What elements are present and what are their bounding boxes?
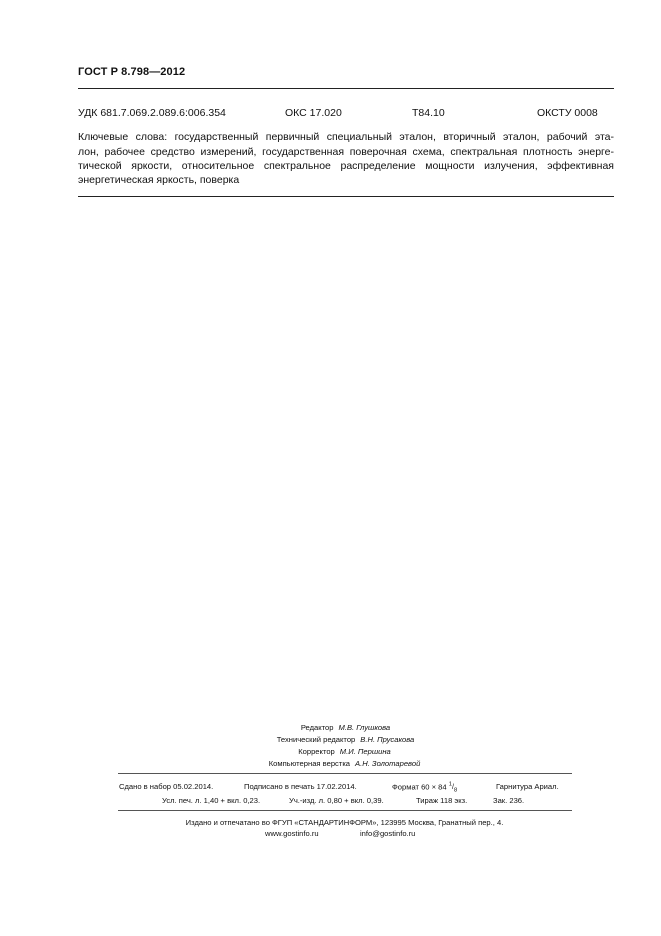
- imprint-pub-sheets: Уч.-изд. л. 0,80 + вкл. 0,39.: [289, 796, 384, 805]
- publisher-site-link[interactable]: www.gostinfo.ru: [265, 829, 319, 838]
- format-numerator: 1: [448, 782, 453, 788]
- okstu-code: ОКСТУ 0008: [537, 107, 598, 119]
- keywords-rule: [78, 196, 614, 197]
- keywords-line-2: лон, рабочее средство измерений, государственная поверочная схема, спектральная плотность энерге-: [78, 146, 614, 158]
- keywords-line-3: тической яркости, относительное спектральное распределение мощности излучения, эффективная: [78, 160, 614, 172]
- credit-corrector-label: Корректор: [298, 747, 335, 756]
- credit-editor-name: М.В. Глушкова: [338, 723, 391, 732]
- header-rule: [78, 88, 614, 89]
- credit-corrector-name: М.И. Першина: [339, 747, 391, 756]
- imprint-typeface: Гарнитура Ариал.: [496, 782, 559, 791]
- imprint-signed: Подписано в печать 17.02.2014.: [244, 782, 357, 791]
- credit-editor: [15, 723, 661, 732]
- imprint-format: [392, 782, 457, 794]
- credit-layout: [14, 759, 661, 768]
- imprint-order: Зак. 236.: [493, 796, 525, 805]
- publisher-line: Издано и отпечатано во ФГУП «СТАНДАРТИНФОРМ», 123995 Москва, Гранатный пер., 4.: [185, 818, 504, 827]
- credit-tech-editor-label: Технический редактор: [276, 735, 356, 744]
- imprint-print-sheets: Усл. печ. л. 1,40 + вкл. 0,23.: [162, 796, 261, 805]
- imprint-format-label: Формат 60 × 84: [392, 782, 447, 792]
- credit-layout-label: Компьютерная верстка: [268, 759, 351, 768]
- credit-tech-editor: [15, 735, 661, 744]
- document-title: ГОСТ Р 8.798—2012: [78, 66, 186, 78]
- credit-layout-name: А.Н. Золотаревой: [355, 759, 421, 768]
- imprint-submitted: Сдано в набор 05.02.2014.: [119, 782, 214, 791]
- keywords-line-4: энергетическая яркость, поверка: [78, 174, 240, 186]
- format-denominator: 8: [453, 787, 458, 794]
- imprint-run: Тираж 118 экз.: [416, 796, 468, 805]
- t-code: Т84.10: [412, 107, 445, 119]
- credits-rule: [118, 773, 572, 774]
- keywords-line-1: Ключевые слова: государственный первичный специальный эталон, вторичный эталон, рабочий эта-: [78, 131, 614, 143]
- credit-editor-label: Редактор: [300, 723, 334, 732]
- imprint-rule: [118, 810, 572, 811]
- imprint-format-fraction: $^1/_8$: [448, 782, 458, 794]
- oks-code: ОКС 17.020: [285, 107, 342, 119]
- credit-corrector: [14, 747, 661, 756]
- publisher-email-link[interactable]: info@gostinfo.ru: [360, 829, 416, 838]
- credit-tech-editor-name: В.Н. Прусакова: [360, 735, 415, 744]
- udk-code: УДК 681.7.069.2.089.6:006.354: [78, 107, 226, 119]
